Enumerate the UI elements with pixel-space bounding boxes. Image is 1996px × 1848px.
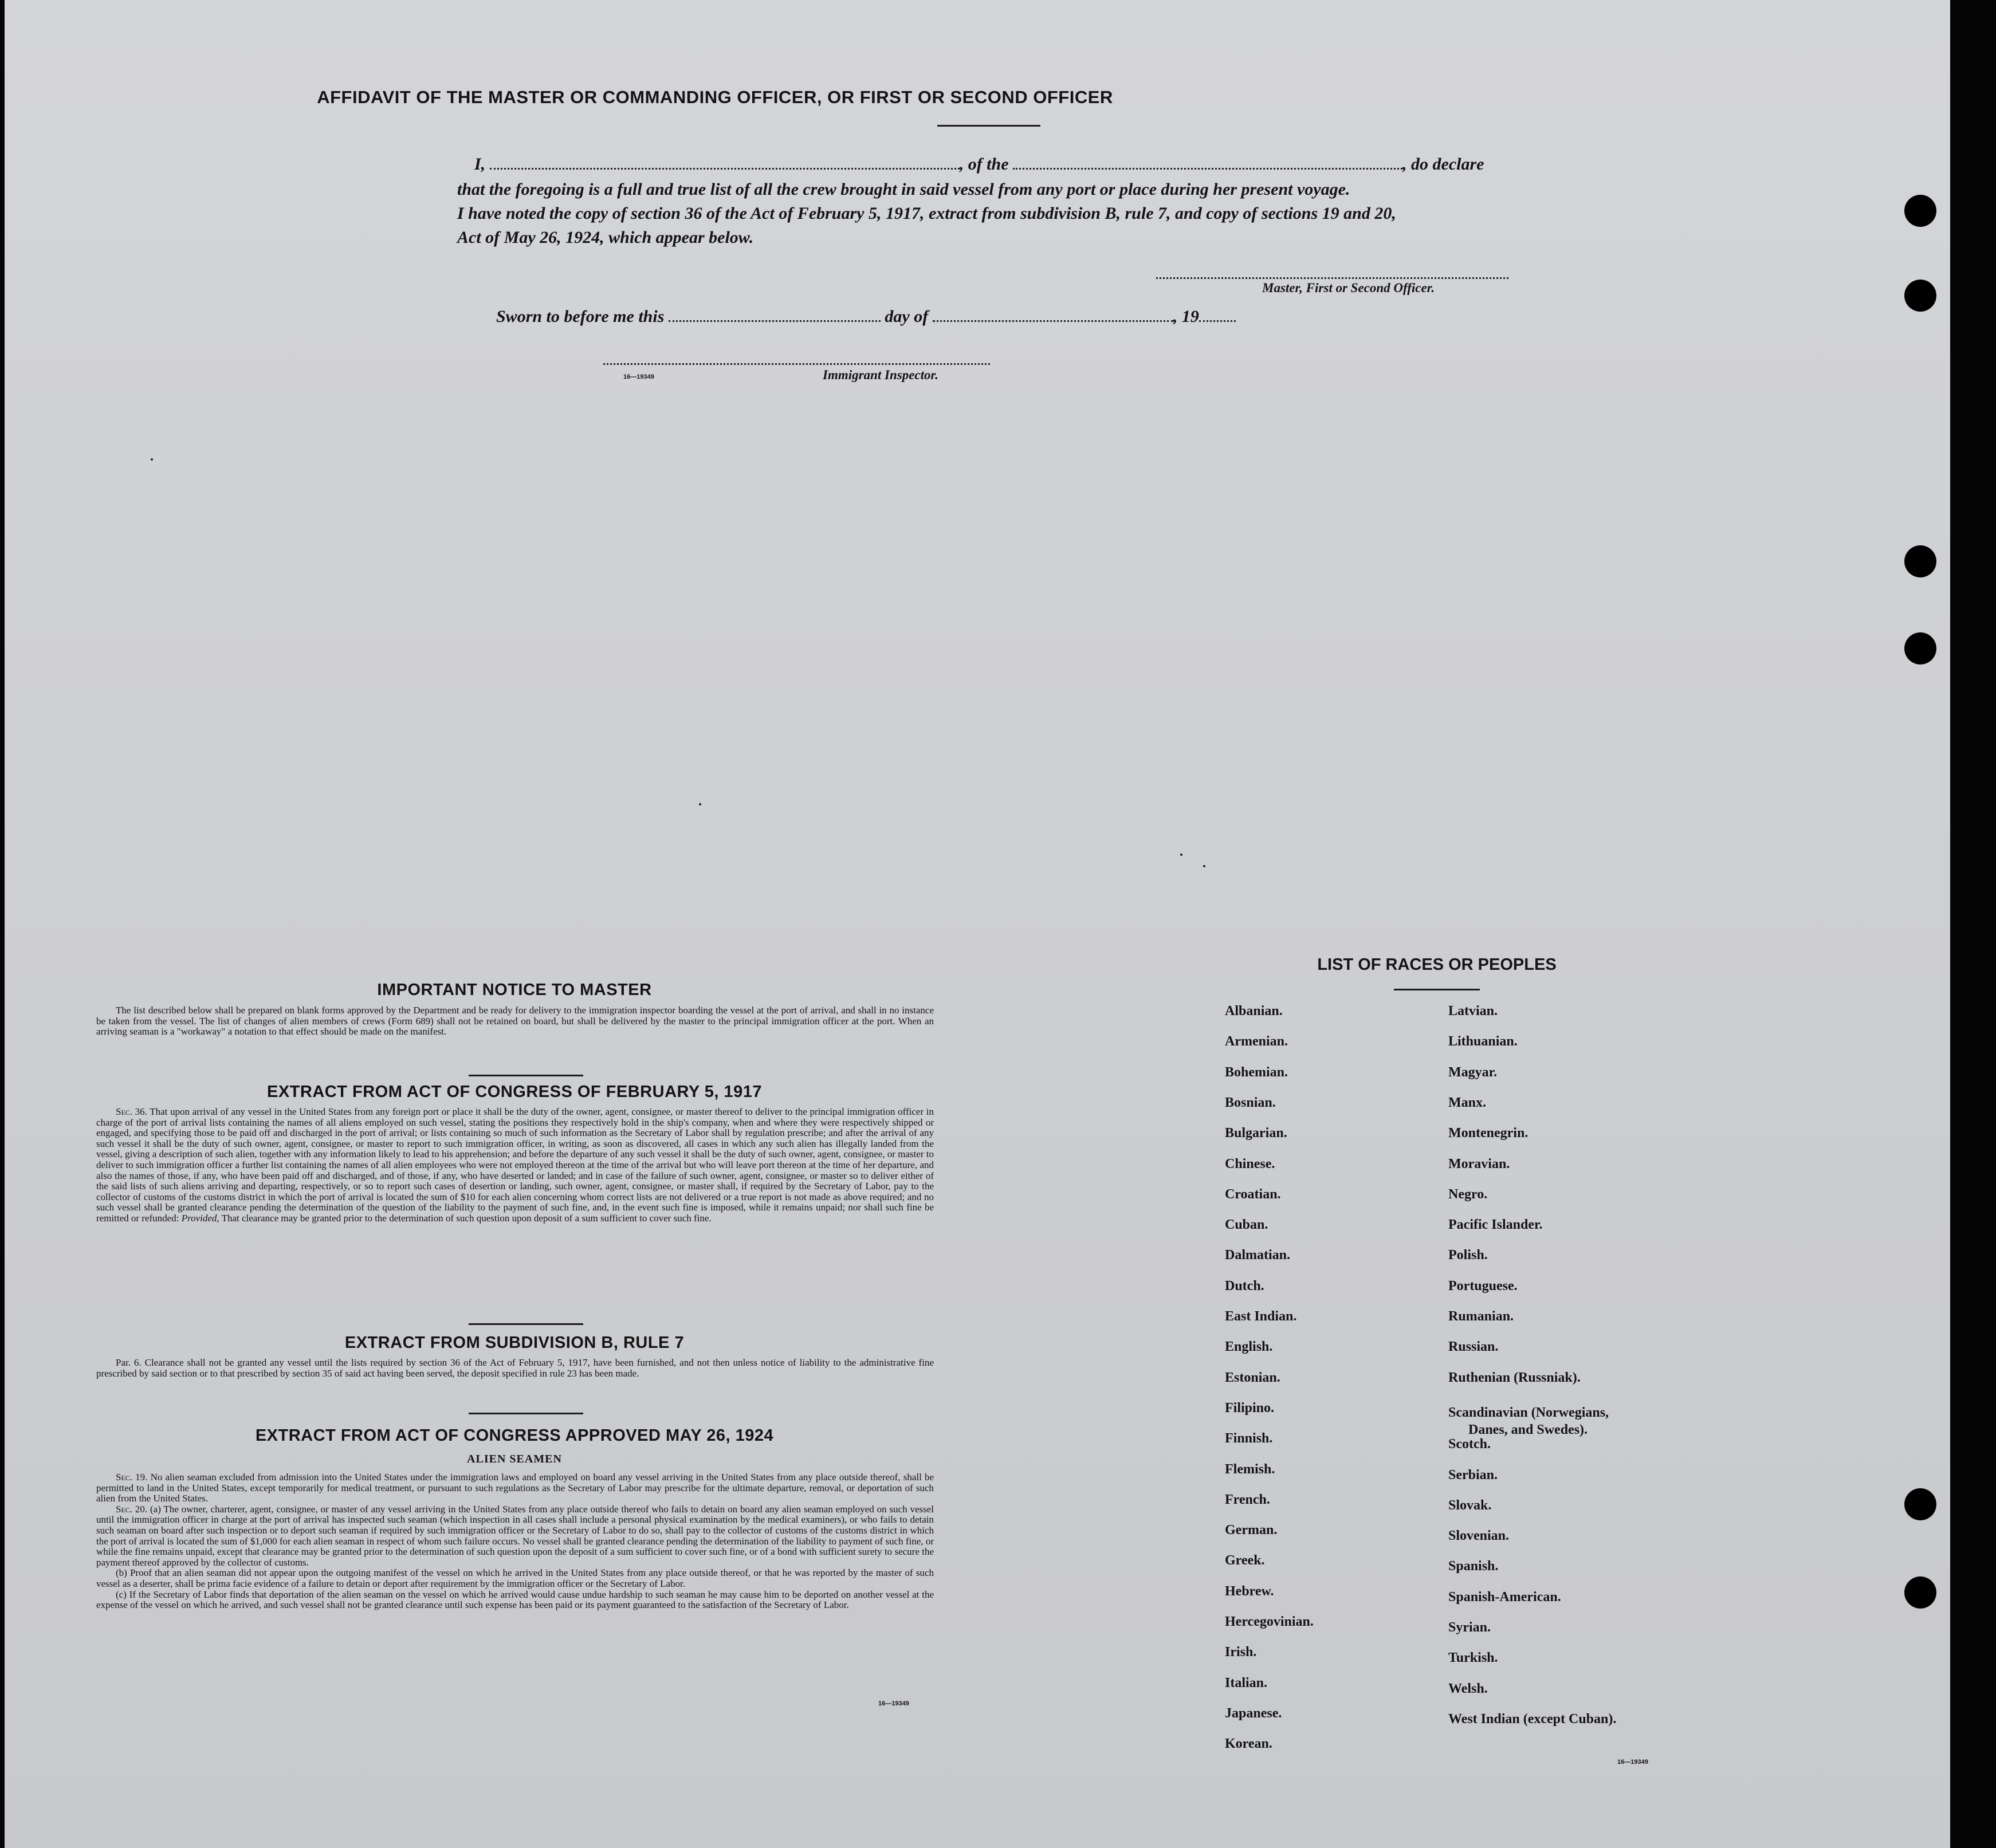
race-item: Scandinavian (Norwegians, <box>1448 1405 1609 1420</box>
sworn-label: Sworn to before me this <box>496 307 665 326</box>
race-item: Armenian. <box>1225 1034 1288 1049</box>
races-form-number: 16—19349 <box>1617 1759 1648 1766</box>
race-item: Italian. <box>1225 1676 1268 1690</box>
document-page <box>5 0 1950 1848</box>
race-item: Russian. <box>1448 1339 1499 1354</box>
title-divider <box>937 125 1040 127</box>
sworn-month-field[interactable] <box>933 320 1173 322</box>
race-item: Pacific Islander. <box>1448 1217 1543 1232</box>
declare-label: , do declare <box>1402 155 1484 174</box>
race-item: Filipino. <box>1225 1401 1275 1416</box>
race-item: Greek. <box>1225 1553 1265 1568</box>
race-item: Spanish-American. <box>1448 1590 1561 1605</box>
affidavit-title: AFFIDAVIT OF THE MASTER OR COMMANDING OFFICER, OR FIRST OR SECOND OFFICER <box>317 87 1113 107</box>
declaration-line-3: I have noted the copy of section 36 of the Act of February 5, 1917, extract from subdivision B, rule 7, and copy of sections 19 and 20, <box>457 204 1396 223</box>
extract-rule7-title: EXTRACT FROM SUBDIVISION B, RULE 7 <box>344 1334 685 1352</box>
sec-19-text: No alien seaman excluded from admission into the United States under the immigration laws and employed on board any vessel arriving in the United States from any place outside thereof, shall be permitted to land in the United States, except temporarily for medical treatment, or pursuant to such regulations as the Secretary of Labor may prescribe for the ultimate departure, removal, or deportation of such alien from the United States. <box>96 1472 934 1504</box>
affidavit-form-number: 16—19349 <box>623 373 654 380</box>
race-item: French. <box>1225 1492 1270 1507</box>
race-item: Lithuanian. <box>1448 1034 1518 1049</box>
race-item: Ruthenian (Russniak). <box>1448 1370 1581 1385</box>
race-item: Albanian. <box>1225 1004 1283 1019</box>
declaration-line-1 <box>457 155 1546 174</box>
declarant-name-field[interactable] <box>490 168 960 170</box>
sworn-line <box>457 307 1546 327</box>
section-divider <box>469 1075 583 1076</box>
paper-speck <box>699 803 701 805</box>
race-item: Polish. <box>1448 1248 1488 1263</box>
sworn-day-field[interactable] <box>669 320 881 322</box>
race-item: Danes, and Swedes). <box>1468 1422 1588 1437</box>
race-item: Slovenian. <box>1448 1528 1510 1543</box>
binder-hole <box>1904 632 1936 665</box>
binder-hole <box>1904 1488 1936 1520</box>
race-item: Cuban. <box>1225 1217 1268 1232</box>
year-prefix: , 19 <box>1173 307 1199 326</box>
race-item: Spanish. <box>1448 1559 1499 1574</box>
proviso-label: Provided, <box>181 1212 219 1224</box>
races-title: LIST OF RACES OR PEOPLES <box>1317 956 1557 974</box>
race-item: Finnish. <box>1225 1431 1273 1446</box>
race-item: German. <box>1225 1523 1278 1538</box>
race-item: English. <box>1225 1339 1273 1354</box>
master-signature-caption: Master, First or Second Officer. <box>1262 281 1435 295</box>
alien-seamen-subtitle: ALIEN SEAMEN <box>467 1453 562 1465</box>
race-item: Serbian. <box>1448 1468 1498 1483</box>
race-item: Magyar. <box>1448 1065 1498 1080</box>
paper-speck <box>1180 854 1182 856</box>
extract-1917-text <box>96 1107 934 1224</box>
day-of-label: day of <box>885 307 929 326</box>
section-divider <box>469 1323 583 1325</box>
extract-1924-text <box>96 1472 934 1611</box>
sec-20a-text: (a) The owner, charterer, agent, consignee, or master of any vessel arriving in the United States from any place outside thereof who fails to detain on board any alien seaman employed on such vessel until the immigration officer in charge at the port of arrival has inspected such seaman (which inspection in all cases shall include a personal physical examination by the medical examiners), or who fails to detain such seaman on board after such inspection or to deport such seaman if required by such immigration officer or the Secretary of Labor to do so, shall pay to the collector of customs of the customs district in which the port of arrival is located the sum of $1,000 for each alien seaman in respect of whom such failure occurs. No vessel shall be granted clearance pending the determination of the liability to payment of such fine, or while the fine remains unpaid, except that clearance may be granted prior to the determination of such question upon the deposit of a sum sufficient to cover such fine, or of a bond with sufficient surety to secure the payment thereof approved by the collector of customs. <box>96 1503 934 1568</box>
race-item: Hebrew. <box>1225 1584 1274 1599</box>
race-item: Negro. <box>1448 1187 1488 1202</box>
extract-1917-title: EXTRACT FROM ACT OF CONGRESS OF FEBRUARY 5, 1917 <box>266 1083 763 1101</box>
race-item: Dutch. <box>1225 1279 1264 1293</box>
race-item: Japanese. <box>1225 1706 1282 1721</box>
notice-title: IMPORTANT NOTICE TO MASTER <box>377 981 652 999</box>
sec-36-text: That upon arrival of any vessel in the United States from any foreign port or place it shall be the duty of the owner, agent, consignee, or master thereof to deliver to the principal immigration officer in charge of the port of arrival lists containing the names of all aliens employed on such vessel, stating the positions they respectively hold in the ship's company, when and where they were respectively shipped or engaged, and specifying those to be paid off and discharged in the port of arrival; or lists containing so much of such information as the Secretary of Labor shall by regulation prescribe; and after the arrival of any such vessel it shall be the duty of such owner, agent, consignee, or master to report to such immigration officer, in writing, as soon as discovered, all cases in which any such alien has illegally landed from the vessel, giving a description of such alien, together with any information likely to lead to his apprehension; and before the departure of any such vessel it shall be the duty of such owner, agent, consignee, or master to deliver to such immigration officer a further list containing the names of all alien employees who were not employed thereon at the time of the arrival but who will leave port thereon at the time of her departure, and also the names of those, if any, who have been paid off and discharged, and of those, if any, who have deserted or landed; and in case of the failure of such owner, agent, consignee, or master so to deliver either of the said lists of such aliens arriving and departing, respectively, or so to report such cases of desertion or landing, such owner, agent, consignee, or master shall, if required by the Secretary of Labor, pay to the collector of customs of the customs district in which the port of arrival is located the sum of $10 for each alien concerning whom correct lists are not delivered or a true report is not made as above required; and no such vessel shall be granted clearance pending the determination of the question of the liability to the payment of such fine, and, in the event such fine is imposed, while it remains unpaid; nor shall such fine be remitted or refunded: <box>96 1106 934 1224</box>
inspector-signature-line[interactable] <box>603 363 990 365</box>
sec-36-label: Sec. 36. <box>116 1106 147 1117</box>
race-item: Chinese. <box>1225 1157 1275 1171</box>
race-item: Syrian. <box>1448 1620 1491 1635</box>
races-divider <box>1394 989 1480 990</box>
rule7-paragraph: Par. 6. Clearance shall not be granted any vessel until the lists required by section 36 of the Act of February 5, 1917, have been furnished, and not then unless notice of liability to the administrative fine prescribed by said section or to that prescribed by section 35 of said act having been served, the deposit specified in rule 23 has been made. <box>96 1357 934 1379</box>
race-item: East Indian. <box>1225 1309 1297 1324</box>
vessel-label: , of the <box>959 155 1009 174</box>
race-item: Hercegovinian. <box>1225 1614 1314 1629</box>
race-item: Portuguese. <box>1448 1279 1518 1293</box>
race-item: Montenegrin. <box>1448 1126 1529 1141</box>
race-item: Korean. <box>1225 1736 1272 1751</box>
paper-speck <box>1203 865 1205 867</box>
declaration-line-4: Act of May 26, 1924, which appear below. <box>457 228 754 247</box>
race-item: Flemish. <box>1225 1462 1275 1477</box>
master-signature-line[interactable] <box>1156 277 1508 279</box>
declaration-line-2: that the foregoing is a full and true list of all the crew brought in said vessel from any port or place during her present voyage. <box>457 180 1350 199</box>
race-item: Rumanian. <box>1448 1309 1514 1324</box>
race-item: Bulgarian. <box>1225 1126 1287 1141</box>
race-item: Scotch. <box>1448 1437 1491 1452</box>
binder-hole <box>1904 195 1936 227</box>
section-divider <box>469 1413 583 1414</box>
sec-20-label: Sec. 20. <box>116 1503 148 1515</box>
race-item: Slovak. <box>1448 1498 1492 1513</box>
sec-19-label: Sec. 19. <box>116 1472 148 1483</box>
binder-hole <box>1904 1576 1936 1609</box>
race-item: West Indian (except Cuban). <box>1448 1712 1617 1727</box>
race-item: Bohemian. <box>1225 1065 1288 1080</box>
race-item: Croatian. <box>1225 1187 1281 1202</box>
race-item: Estonian. <box>1225 1370 1280 1385</box>
race-item: Manx. <box>1448 1095 1486 1110</box>
paper-speck <box>151 458 153 461</box>
declarant-label: I, <box>474 155 486 174</box>
extract-rule7-text <box>96 1358 934 1379</box>
notice-text <box>96 1005 934 1037</box>
race-item: Latvian. <box>1448 1004 1498 1019</box>
sec-20b-text: (b) Proof that an alien seaman did not appear upon the outgoing manifest of the vessel on which he arrived in the United States from any place outside thereof, or that he was reported by the master of such vessel as a deserter, shall be prima facie evidence of a failure to detain or deport after requirement by the immigration officer or the Secretary of Labor. <box>96 1567 934 1589</box>
vessel-name-field[interactable] <box>1013 168 1402 170</box>
extract-1924-title: EXTRACT FROM ACT OF CONGRESS APPROVED MAY 26, 1924 <box>255 1426 774 1445</box>
sworn-year-field[interactable] <box>1199 320 1236 322</box>
notice-paragraph: The list described below shall be prepared on blank forms approved by the Department and be ready for delivery to the immigration inspector boarding the vessel at the port of arrival, and shall in no instance be taken from the vessel. The list of changes of alien members of crews (Form 689) shall not be retained on board, but shall be delivered by the master to the principal immigration officer at the port. When an arriving seaman is a "workaway" a notation to that effect should be made on the manifest. <box>96 1005 934 1037</box>
race-item: Irish. <box>1225 1645 1257 1660</box>
inspector-signature-caption: Immigrant Inspector. <box>823 368 938 382</box>
race-item: Moravian. <box>1448 1157 1510 1171</box>
race-item: Welsh. <box>1448 1681 1488 1696</box>
binder-hole <box>1904 280 1936 312</box>
race-item: Turkish. <box>1448 1650 1498 1665</box>
proviso-text: That clearance may be granted prior to the determination of such question upon deposit of a sum sufficient to cover such fine. <box>221 1212 712 1224</box>
sec-20c-text: (c) If the Secretary of Labor finds that deportation of the alien seaman on the vessel on which he arrived would cause undue hardship to such seaman he may cause him to be deported on another vessel at the expense of the vessel on which he arrived, and such vessel shall not be granted clearance until such expense has been paid or its payment guaranteed to the satisfaction of the Secretary of Labor. <box>96 1589 934 1611</box>
binder-hole <box>1904 545 1936 577</box>
race-item: Dalmatian. <box>1225 1248 1290 1263</box>
race-item: Bosnian. <box>1225 1095 1276 1110</box>
extract-form-number: 16—19349 <box>878 1700 909 1707</box>
